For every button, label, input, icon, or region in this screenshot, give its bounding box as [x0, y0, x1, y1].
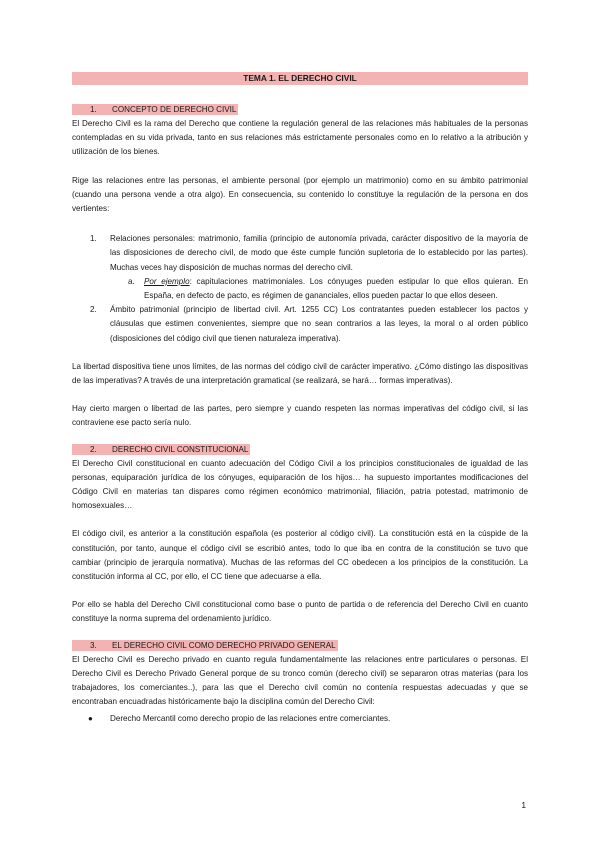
paragraph: Rige las relaciones entre las personas, el ambiente personal (por ejemplo un matrimonio) como en su ámbito patrimonial (cuando una persona vende a otra algo). En consecuencia, su contenido lo constituye la regulación de la persona en dos vertientes:: [72, 175, 528, 214]
bullet-list: [72, 712, 528, 726]
bullet-item: [72, 712, 528, 726]
numbered-list: [72, 232, 528, 346]
example-lead: Por ejemplo: [144, 276, 190, 286]
section-number: 3.: [90, 640, 97, 650]
paragraph: El Derecho Civil es la rama del Derecho que contiene la regulación general de las relaciones más habituales de la personas contempladas en su vida privada, tanto en sus relaciones más estrictamente personales como en lo relativo a la atribución y utilización de los bienes.: [72, 119, 528, 157]
section-heading-1: [72, 103, 528, 117]
section-title: EL DERECHO CIVIL COMO DERECHO PRIVADO GENERAL: [112, 640, 336, 650]
section-number: 1.: [90, 105, 97, 114]
section-heading-3: [72, 639, 528, 653]
list-marker: 1.: [90, 234, 97, 244]
paragraph: El Derecho Civil es Derecho privado en cuanto regula fundamentalmente las relaciones entre particulares o personas. El Derecho Civil es Derecho Privado General porque de su tronco común (derecho civil) se separaron otras materias (para los trabajadores, los comerciantes..), para las que el Derecho civil común no contenía respuestas adecuadas y que se encontraban encuadradas históricamente bajo la disciplina común del Derecho Civil:: [72, 654, 528, 707]
page-number: 1: [521, 800, 526, 810]
section-heading-2: [72, 443, 528, 457]
section-number: 2.: [90, 444, 97, 454]
paragraph: Hay cierto margen o libertad de las partes, pero siempre y cuando respeten las normas imperativas del código civil, si las contraviene ese pacto sería nulo.: [72, 404, 528, 428]
bullet-text: Derecho Mercantil como derecho propio de las relaciones entre comerciantes.: [110, 713, 391, 723]
section-title: CONCEPTO DE DERECHO CIVIL: [112, 105, 237, 114]
bullet-icon: ●: [88, 713, 93, 723]
sub-list-marker: a.: [128, 276, 135, 286]
list-item: [72, 232, 528, 303]
list-marker: 2.: [90, 305, 97, 315]
document-page: [72, 72, 528, 726]
paragraph: La libertad dispositiva tiene unos límites, de las normas del código civil de carácter imperativo. ¿Cómo distingo las dispositivas de las imperativas? A través de una interpretación gramatical (se realizará, se hará… formas imperativas).: [72, 361, 528, 386]
sub-list-text: : capitulaciones matrimoniales. Los cónyuges pueden estipular lo que ellos quieran. En España, en defecto de pacto, es régimen de gananciales, ellos pueden pactar lo que ellos deseen.: [144, 276, 528, 301]
sub-list: [110, 275, 528, 303]
paragraph: El Derecho Civil constitucional en cuanto adecuación del Código Civil a los principios constitucionales de igualdad de las personas, equiparación jurídica de los cónyuges, equiparación de los hijos… ha supuesto importantes modificaciones del Código Civil en materias tan dispares como régimen económico matrimonial, filiación, patria potestad, matrimonio de homosexuales…: [72, 458, 528, 511]
sub-list-item: [110, 275, 528, 303]
paragraph: Por ello se habla del Derecho Civil constitucional como base o punto de partida o de referencia del Derecho Civil en cuanto constituye la norma suprema del ordenamiento jurídico.: [72, 600, 528, 624]
list-item-text: Ámbito patrimonial (principio de libertad civil. Art. 1255 CC) Los contratantes pueden establecer los pactos y cláusulas que estimen convenientes, siempre que no sean contrarios a las leyes, la moral o al orden público (disposiciones del código civil que tienen naturaleza imperativa).: [110, 305, 528, 343]
section-title: DERECHO CIVIL CONSTITUCIONAL: [112, 444, 249, 454]
list-item-text: Relaciones personales: matrimonio, familia (principio de autonomía privada, carácter dispositivo de la mayoría de las disposiciones de derecho civil, de modo que éste cumple función supletoria de lo establecido por las partes). Muchas veces hay disposición de muchas normas del derecho civil.: [110, 234, 528, 272]
list-item: [72, 303, 528, 346]
document-title: TEMA 1. EL DERECHO CIVIL: [72, 72, 528, 85]
paragraph: El código civil, es anterior a la constitución española (es posterior al código civil). La constitución está en la cúspide de la constitución, por tanto, aunque el código civil se escribió antes, todo lo que iba en contra de la constitución se tuvo que cambiar (principio de jerarquía normativa). Muchas de las reformas del CC obedecen a los principios de la constitución. La constitución informa al CC, por ello, el CC tiene que adecuarse a ella.: [72, 529, 528, 582]
